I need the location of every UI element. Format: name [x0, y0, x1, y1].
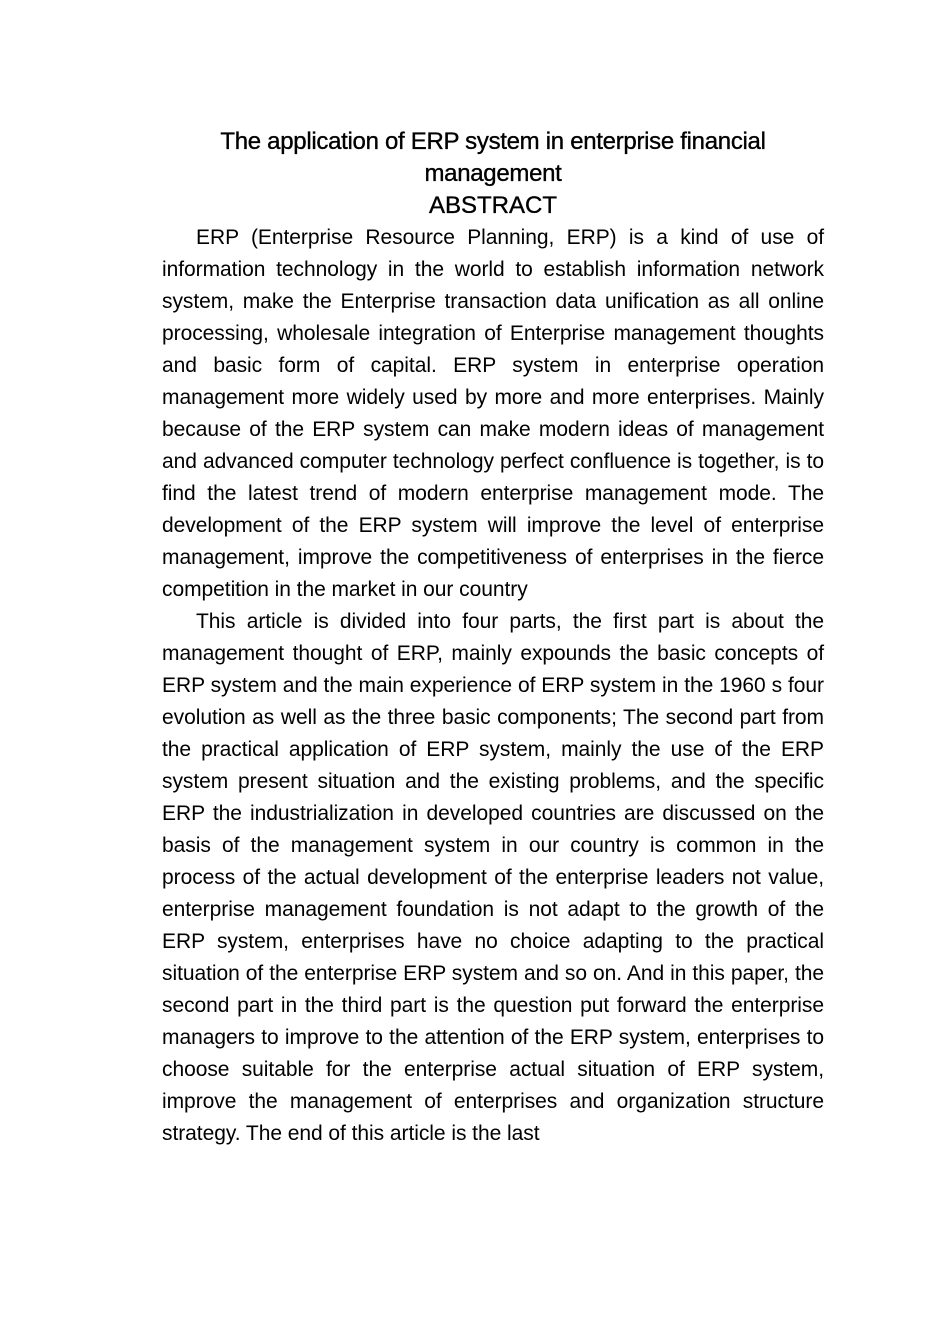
document-page	[162, 126, 824, 1150]
document-title: The application of ERP system in enterprise financial management	[220, 128, 766, 187]
abstract-heading: ABSTRACT	[428, 192, 557, 219]
abstract-paragraph-1: ERP (Enterprise Resource Planning, ERP) is a kind of use of information technology in the world to establish information network system, make the Enterprise transaction data unification as all online processing, wholesale integration of Enterprise management thoughts and basic form of capital. ERP system in enterprise operation management more widely used by more and more enterprises. Mainly because of the ERP system can make modern ideas of management and advanced computer technology perfect confluence is together, is to find the latest trend of modern enterprise management mode. The development of the ERP system will improve the level of enterprise management, improve the competitiveness of enterprises in the fierce competition in the market in our country	[162, 226, 824, 601]
abstract-paragraph-2: This article is divided into four parts, the first part is about the management thought of ERP, mainly expounds the basic concepts of ERP system and the main experience of ERP system in the 1960 s four evolution as well as the three basic components; The second part from the practical application of ERP system, mainly the use of the ERP system present situation and the existing problems, and the specific ERP the industrialization in developed countries are discussed on the basis of the management system in our country is common in the process of the actual development of the enterprise leaders not value, enterprise management foundation is not adapt to the growth of the ERP system, enterprises have no choice adapting to the practical situation of the enterprise ERP system and so on. And in this paper, the second part in the third part is the question put forward the enterprise managers to improve to the attention of the ERP system, enterprises to choose suitable for the enterprise actual situation of ERP system, improve the management of enterprises and organization structure strategy. The end of this article is the last	[162, 610, 824, 1145]
